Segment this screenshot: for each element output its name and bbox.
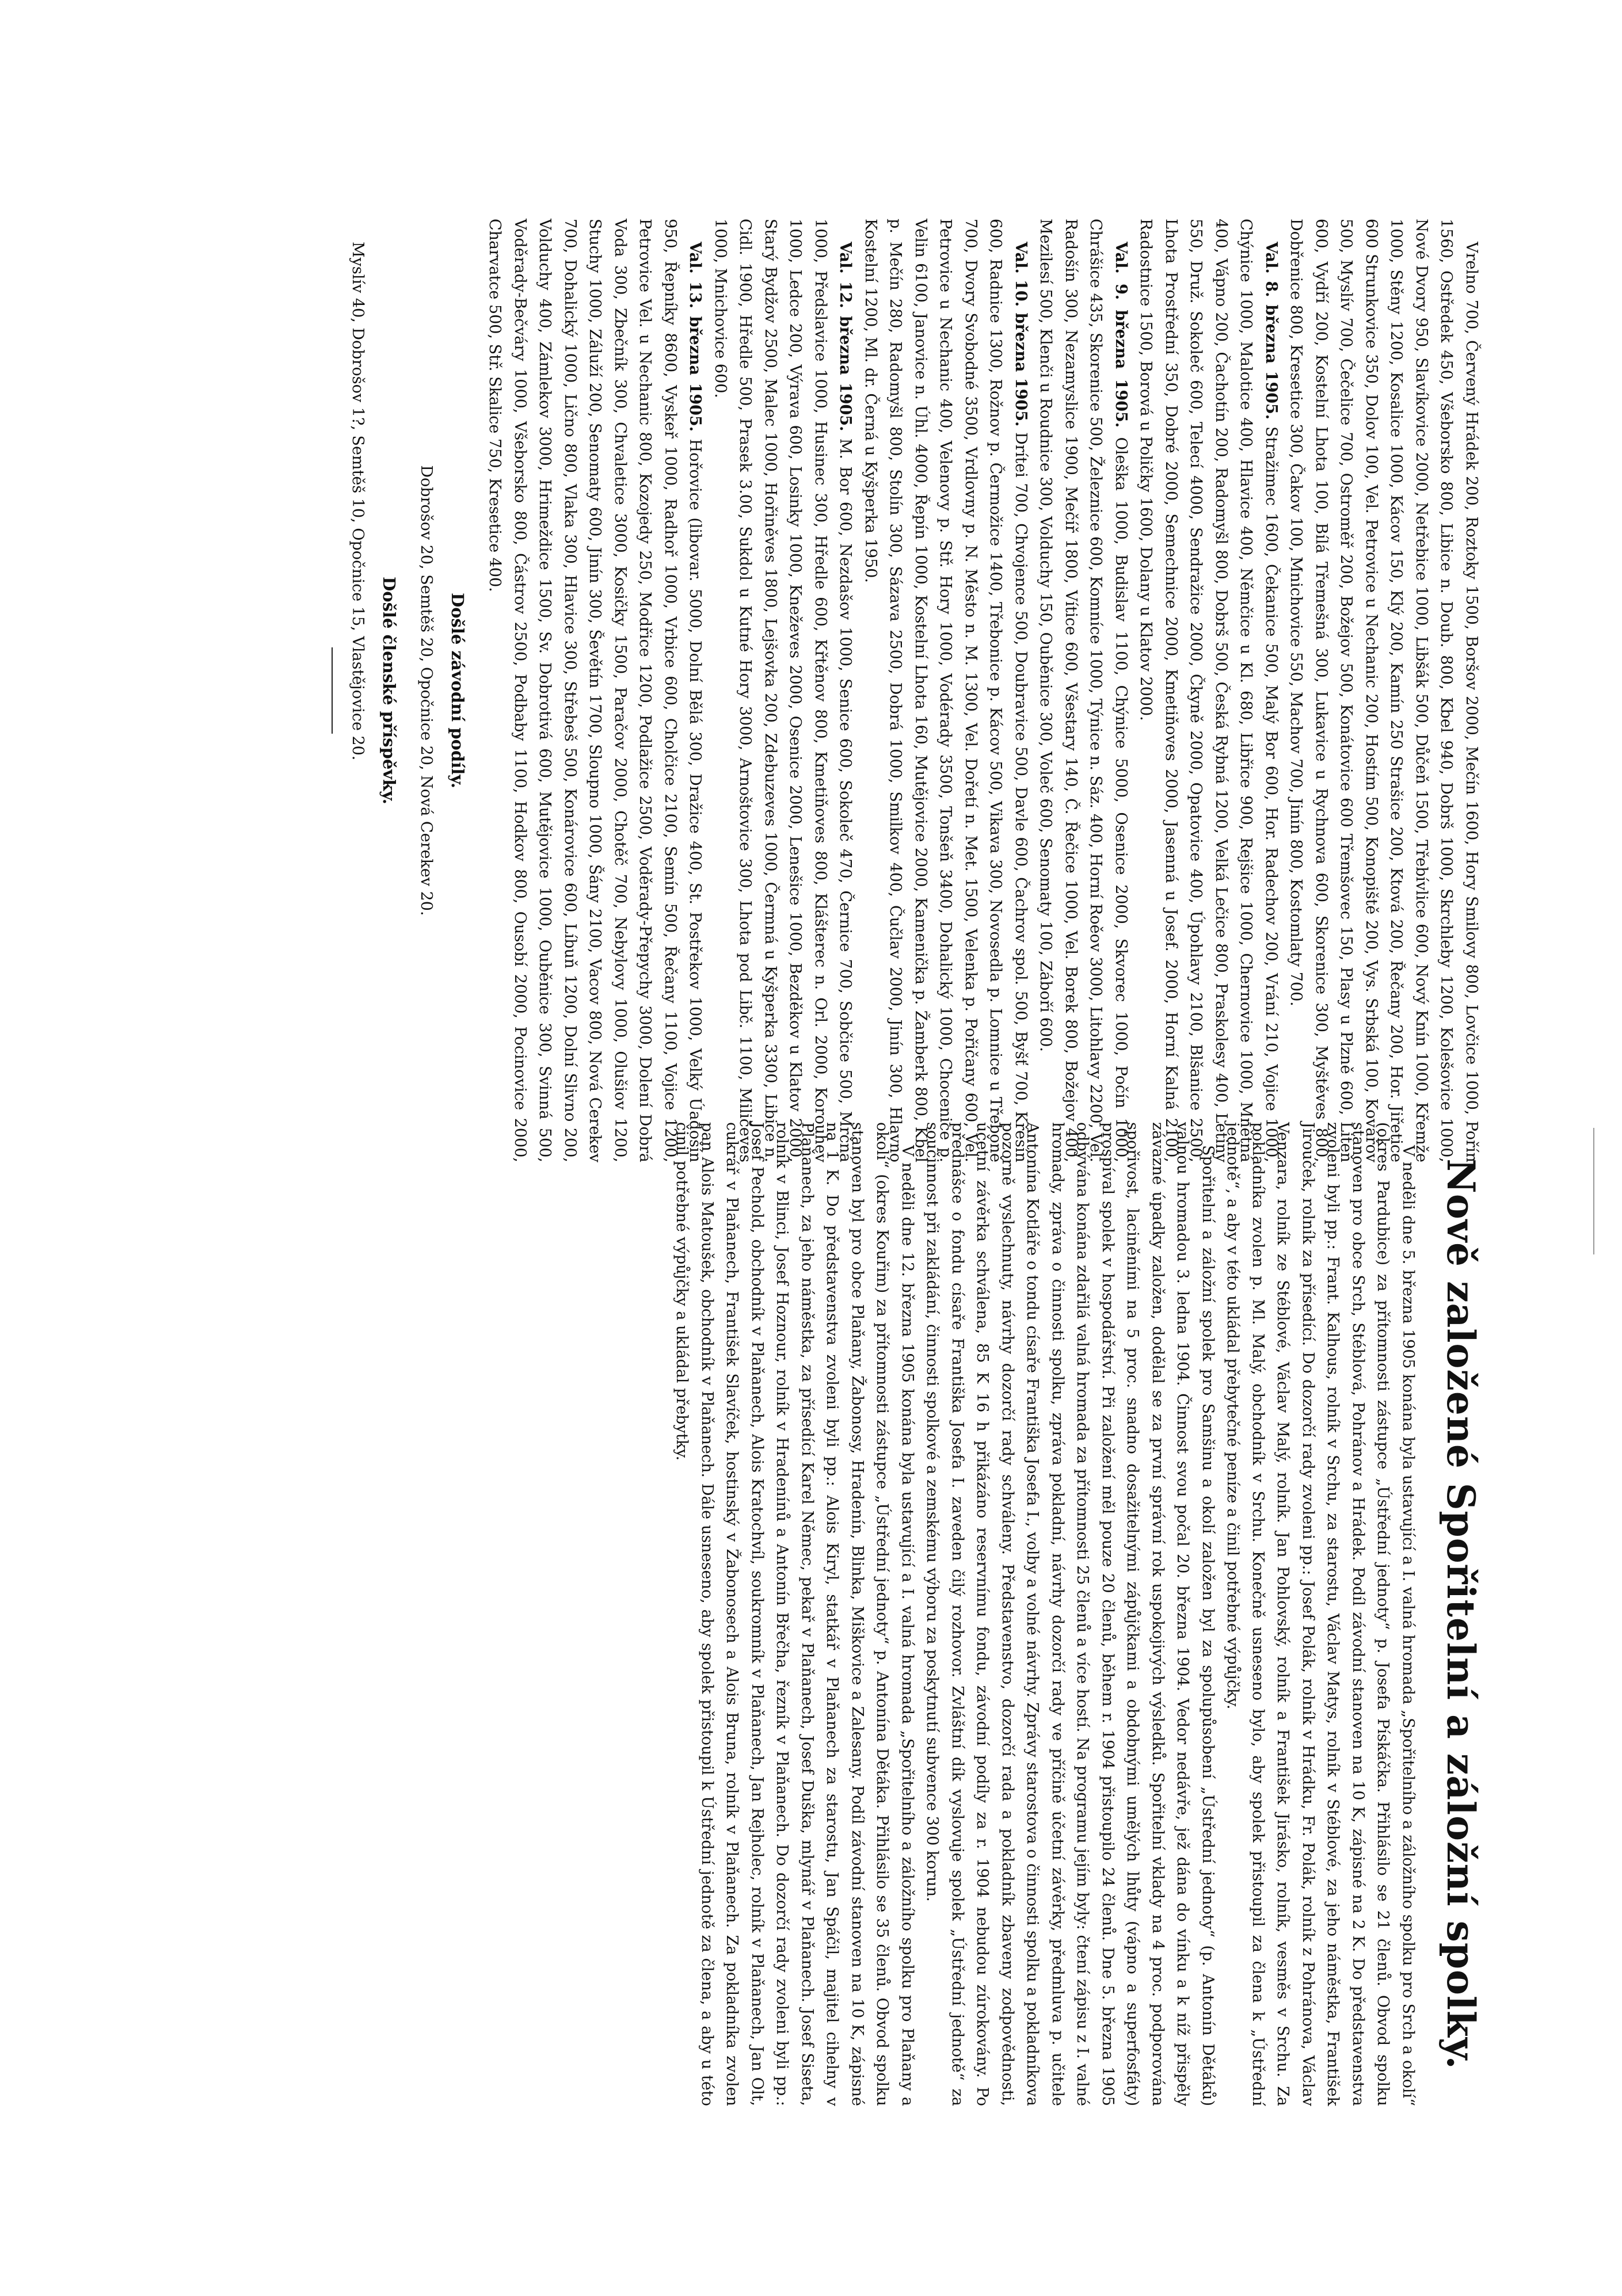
article-paragraph-planany: V neděli dne 12. března 1905 konána byla ustavující a I. valná hromada „Spořitelního a záložního spolku pro Plaňany a okolí“ (okres Kouřim) za přítomnosti zástupce „Ústřední jednoty“ p. Antonína Dětáka. Přihlásilo se 35 členů. Obvod spolku stanoven byl pro obce Plaňany, Žabonosy, Hradenín, Blinka, Miškovice a Zalesany. Podíl závodní stanoven na 10 K, zápisné na 1 K. Do představenstva zvoleni byli pp.: Alois Kiryl, statkář v Plaňanech za starostu, Jan Spáčil, majitel cihelny v Plaňanech, za jeho náměstka, za přísedící Karel Němec, pekař v Plaňanech, Josef Duška, mlynář v Plaňanech. Josef Siseta, rolník v Blinci, Josef Hoznour, rolník v Hradenínů a Antonín Břečha, řezník v Plaňanech. Do dozorčí rady zvoleni byli pp.: Josef Pechold, obchodník v Plaňanech, Alois Kratochvíl, soukromník v Plaňanech, Jan Rejholec, rolník v Plaňanech, Jan Olt, cukrář v Plaňanech, František Slavíček, hostinský v Žabonosech a Alois Bruna, rolník v Plaňanech. Za pokladníka zvolen pan Alois Matoušek, obchodník v Plaňanech. Dále usneseno, aby spolek přistoupil k Ústřední jednotě za člena, a aby u této činil potřebné výpůjčky a ukládal přebytky. [673,1122,916,2106]
section-text-shares: Dobrošov 20, Semtěš 20, Opočnice 20, Nová Cerekev 20. [417,465,436,916]
entry-text: Oleška 1000, Budislav 1100, Chýnice 5000, Osenice 2000, Skvorec 1000, Počín 1000, Chrášice 435, Skorenice 500, Železnice 600, Komníce 1000, Týnice n. Sáz. 400, Horní Roěov 3000, Litohlavy 2200, Vel. Radošín 300, Nezamyslice 1900, Mečíř 1800, Vítice 600, Všestary 140, Č. Řečice 1000, Vel. Borek 800, Božejov 400, Mezilesí 500, Klenči u Roudnice 300, Volduchy 150, Ouběnice 300, Voleč 600, Senomaty 100, Záboří 600. [1037,219,1130,1163]
entry-march-13 [482,219,708,1162]
entry-march-9 [1033,219,1133,1162]
right-column [669,1122,1484,2106]
entry-heading: Val. 9. března 1905. [1112,242,1130,428]
entry-text: Hořovice (libovar. 5000, Dolní Bělá 300, Dražice 400, St. Postřekov 1000, Velký Úadošín 950, Řepníky 8600, Vyskeř 1000, Radhoř 1000, Vrbice 600, Cholčice 2100, Semín 500, Řečany 1100, Vojice 1200, Petrovice Vel. u Nechanic 800, Kozojedy 250, Modřice 1200, Podlažice 2500, Voděrady-Přepychy 3000, Dolení Dobrá Voda 300, Zbečník 300, Chvaletice 3000, Kosičky 1500, Paračov 2000, Chotěč 700, Nebylovy 1000, Olušiov 1200, Stuchy 1000, Záluží 200, Senomaty 600, Jinín 300, Ševětín 1700, Sloupno 1000, Šány 2100, Vacov 800, Nová Cerekev 700, Dohalický 1000, Lično 800, Vlaka 300, Hlavice 300, Střebeš 500, Konárovice 600, Líbuň 1200, Dolní Slivno 200, Volduchy 400, Zámlekov 3000, Hrimeždice 1500, Sv. Dobrotivá 600, Mutějovice 1000, Ouběnice 300, Svinná 500, Voděrady-Bečváry 1000, Všeborsko 800, Částrov 2500, Podbaby 1100, Hodkov 800, Ousobí 2000, Pocinovice 2000, Charvatce 500, Stř. Skalice 750, Kresetice 400. [486,219,705,1162]
section-title-member-fees: Došlé členské příspěvky. [379,577,399,804]
article-paragraph-srch: V neděli dne 5. března 1905 konána byla ustavující a I. valná hromada „Spořitelního a záložního spolku pro Srch a okolí“ (okres Pardubice) za přítomnosti zástupce „Ústřední jednoty“ p. Josefa Pískáčka. Přihlásilo se 21 členů. Obvod spolku stanoven pro obce Srch, Stéblová, Pohránov a Hrádek. Podíl závodní stanoven na 10 K, zápisné na 2 K. Do představenstva zvoleni byli pp.: Frant. Kalhous, rolník v Srchu, za starostu, Václav Matys, rolník v Stéblové, za jeho náměstka, František Jirouček, rolník za přísedící. Do dozorčí rady zvoleni pp.: Josef Polák, rolník v Hrádku, Fr. Polák, rolník z Pohránova, Václav Venzara, rolník ze Stéblové, Václav Malý, rolník. Jan Pohlovský, rolník a František Jirásko, rolník, vesměs v Srchu. Za pokladníka zvolen p. Ml. Malý, obchodník v Srchu. Konečně usneseno bylo, aby spolek přistoupil za člena k „Ústřední jednotě“, a aby v této ukládal přebytečné peníze a činil potřebné výpůjčky. [1224,1122,1417,2106]
article-title: Nově založené Spořitelní a záložní spolky. [1438,1158,1483,2070]
entry-march-10 [858,219,1034,1162]
entry-heading: Val. 12. března 1905. [836,242,855,432]
entry-march-8 [1133,219,1284,1162]
section-text-member-fees: Myslív 40, Dobrošov 1?, Semtěš 10, Opočnice 15, Vlastějovice 20. [349,242,367,761]
article-paragraph-samsina: Spořitelní a záložní spolek pro Samšinu a okolí založen byl za spolupůsobení „Ústřední jednoty“ (p. Antonín Dětáků) valnou hromadou 3. ledna 1904. Činnost svou počal 20. března 1904. Vedor nedávře, jež dána do vínku a k níž přispěly závazné úpadky založen, dodělal se za první správní rok uspokojivých výsledků. Spořitelní vklady na 4 proc. podporována spořivost, laciněními na 5 proc. snadno dosažitelnými zápůjčkami a obdobnými umělých lhůty (vápno a superfosfáty) prospíval spolek v hospodářství. Při založení měl pouze 20 členů, během r. 1904 přistoupilo 24 členů. Dne 5. března 1905 odbývána konána zdařilá valná hromada za přítomnosti 25 členů a více hostí. Na programu jejím byly: čtení zápisu z I. valné hromady, zpráva o činnosti spolku, zpráva pokladní, návrhy dozorčí rady ve příčině účetní závěrky, předmluva p. učitele Antonína Kotláře o tondu císaře Františka Josefa I., volby a volné návrhy. Zprávy starostova o činnosti spolku a pokladníkova pozorně vyslechnuty, návrhy dozorčí rady schváleny. Představenstvo, dozorčí rada a pokladník zbaveny zodpovědnosti, účetní závěrka schválena, 85 K 16 h přikázáno reservnímu fondu, závodní podíly za r. 1904 nebudou zúrokovány. Po přednášce o fondu císaře Františka Josefa I. zaveden čilý rozhovor. Zvláštní dík vyslovuje spolek „Ústřední jednotě“ za součinnost při zakládání, činnosti spolkové a zemskému výboru za poskytnutí subvence 300 korun. [923,1122,1217,2106]
entry-text: M. Bor 600, Nezdašov 1000, Senice 600, Sokoleč 470, Černice 700, Sobčice 500, Mrčná 1000, Předslavice 1000, Husinec 300, Hředle 600, Křtěnov 800, Kmetiňoves 800, Klášterec n. Orl. 2000, Korouhev 1000, Ledce 200, Výrava 600, Losinky 1000, Kneževes 2000, Osenice 2000, Lenešice 1000, Bezděkov u Klatov 2000, Starý Bydžov 2500, Malec 1000, Hořiněves 1800, Lejšovka 200, Zdebuzeves 1000, Čermná u Kyšperka 3300, Libice n. Cidl. 1900, Hředle 500, Prasek 3.00, Sukdol u Kutné Hory 3000, Arnoštovice 300, Lhota pod Libč. 1100, Miličeves 1000, Mnichovice 600. [711,219,855,1162]
entry-text: Stražimec 1600, Čekanice 500, Malý Bor 600, Hor. Radechov 200, Vrání 210, Vojice 1000, Chýnice 1000, Malotice 400, Hlavice 400, Němčice u Kl. 680, Libřice 900, Rejšice 1000, Chernovice 1000, Mnětná 400, Vápno 200, Čachotín 200, Radomyšl 800, Dobrš 500, Česká Rybná 1200, Velká Lečice 800, Praskolesy 400, Letiny 550, Druž. Sokoleč 600, Telecí 4000, Sendražice 2000, Čkyně 2000, Opatovice 400, Úpohlavy 2100, Blšanice 2500, Lhota Prostřední 350, Dobré 2000, Semechnice 2000, Kmetiňoves 2000, Jasenná u Josef. 2000, Horní Kalná 2100, Radostnice 1500, Borová u Poličky 1600, Dolany u Klatov 2000. [1137,219,1280,1162]
entry-heading: Val. 8. března 1905. [1262,242,1280,420]
section-title-shares: Došlé závodní podíly. [448,593,467,788]
entry-heading: Val. 10. března 1905. [1012,242,1030,427]
entry-text: Drítei 700, Chvojence 500, Doubravice 500, Davle 600, Čachrov spol. 500, Byšť 700, Křesín 600, Radnice 1300, Rožnov p. Čermožice 1400, Třebonice p. Kácov 500, Vikava 300, Novosedla p. Lomnice u Třeboně 700, Dvory Svobodné 3500, Vrdlovny p. N. Město n. M. 1300, Vel. Dořetí n. Met. 1500, Velenka p. Pořičany 600, Vel. Petrovice u Nechanic 400, Velenovy p. Stř. Hory 1000, Vodérady 3500, Tonšeň 3400, Dohalický 1000, Chocenice p. Velin 6100, Janovice n. Úhl. 4000, Řepín 1000, Kostelní Lhota 160, Mutějovice 2000, Kamenička p. Žamberk 800, Kbel p. Mečín 280, Radomyšl 800, Stolín 300, Sázava 2500, Dobrá 1000, Smilkov 400, Čučlav 2000, Jinín 300, Hlavno Kostelní 1200, Ml. dr. Černá u Kyšperka 1950. [862,219,1030,1162]
entry-heading: Val. 13. března 1905. [686,242,705,432]
section-divider [332,647,333,734]
left-intro-paragraph: Vrelno 700, Červený Hrádek 200, Roztoky 1500, Boršov 2000, Mečín 1600, Hory Smilovy 800, Lovčice 1000, Pořín 1560, Ostředek 450, Všeborsko 800, Libice n. Doub. 800, Kbel 940, Dobrš 1000, Skrchleby 1200, Kolešovice 1000, Nové Dvory 950, Slavíkovice 2000, Netřebice 1000, Libšák 500, Důčeň 1500, Třebívlice 600, Nový Knín 1000, Křemže 1000, Stěny 1200, Kosalice 1000, Kácov 150, Klý 200, Kamín 250 Strašice 200, Ktová 200, Řečany 200, Hor. Jiřetice 600 Strunkovice 350, Dolov 100, Vel. Petrovice u Nechanic 200, Hostím 500, Konopiště 200, Vys. Srbská 100, Kovářov 500, Myslív 700, Čečelice 700, Ostroměř 200, Božejov 500, Konátovice 600 Třemšovec 150, Plasy u Plzně 600, Liteň 600, Vydří 200, Kostelní Lhota 100, Bílá Třemešná 300, Lukavice u Rychnova 600, Skorenice 300, Myštěves 800, Dobřenice 800, Kresetice 300, Čakov 100, Mnichovice 550, Machov 700, Jinín 800, Kostomlaty 700. [1287,219,1480,1162]
top-margin-mark [1593,1128,1594,1254]
left-column [332,219,1484,1162]
entry-march-12 [708,219,858,1162]
